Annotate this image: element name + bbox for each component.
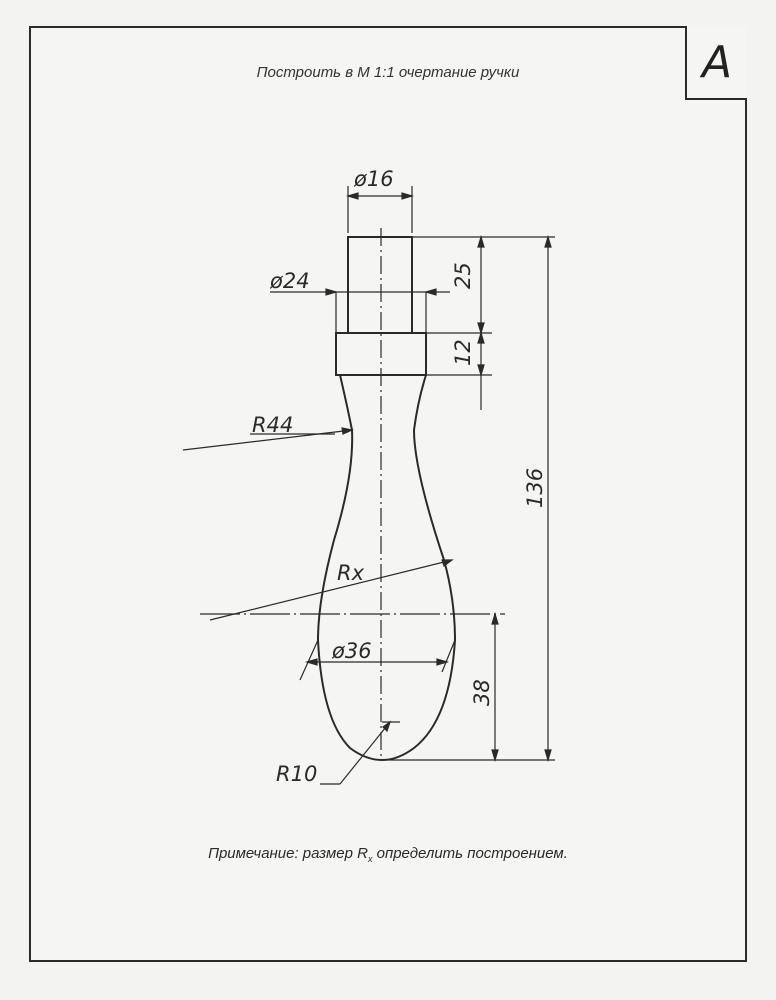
note-prefix: Примечание: размер R [208, 845, 368, 862]
r10-leader [340, 722, 390, 784]
label-rx: Rx [337, 561, 365, 585]
note-suffix: определить построением. [372, 845, 568, 862]
label-38: 38 [470, 679, 494, 706]
corner-letter: А [701, 36, 733, 88]
label-r44: R44 [252, 413, 294, 437]
construction-note [0, 845, 776, 864]
label-12: 12 [451, 339, 475, 366]
label-d36: ø36 [332, 639, 372, 663]
note-subscript: x [367, 854, 373, 864]
label-r10: R10 [276, 762, 318, 786]
label-25: 25 [451, 262, 475, 289]
label-136: 136 [523, 467, 547, 508]
shank-outline [348, 237, 412, 333]
r44-arrow [342, 428, 352, 434]
rx-arrow [442, 560, 452, 566]
task-title: Построить в М 1:1 очертание ручки [256, 64, 520, 81]
label-d16: ø16 [354, 167, 394, 191]
label-d24: ø24 [270, 269, 310, 293]
rx-leader [210, 560, 452, 620]
